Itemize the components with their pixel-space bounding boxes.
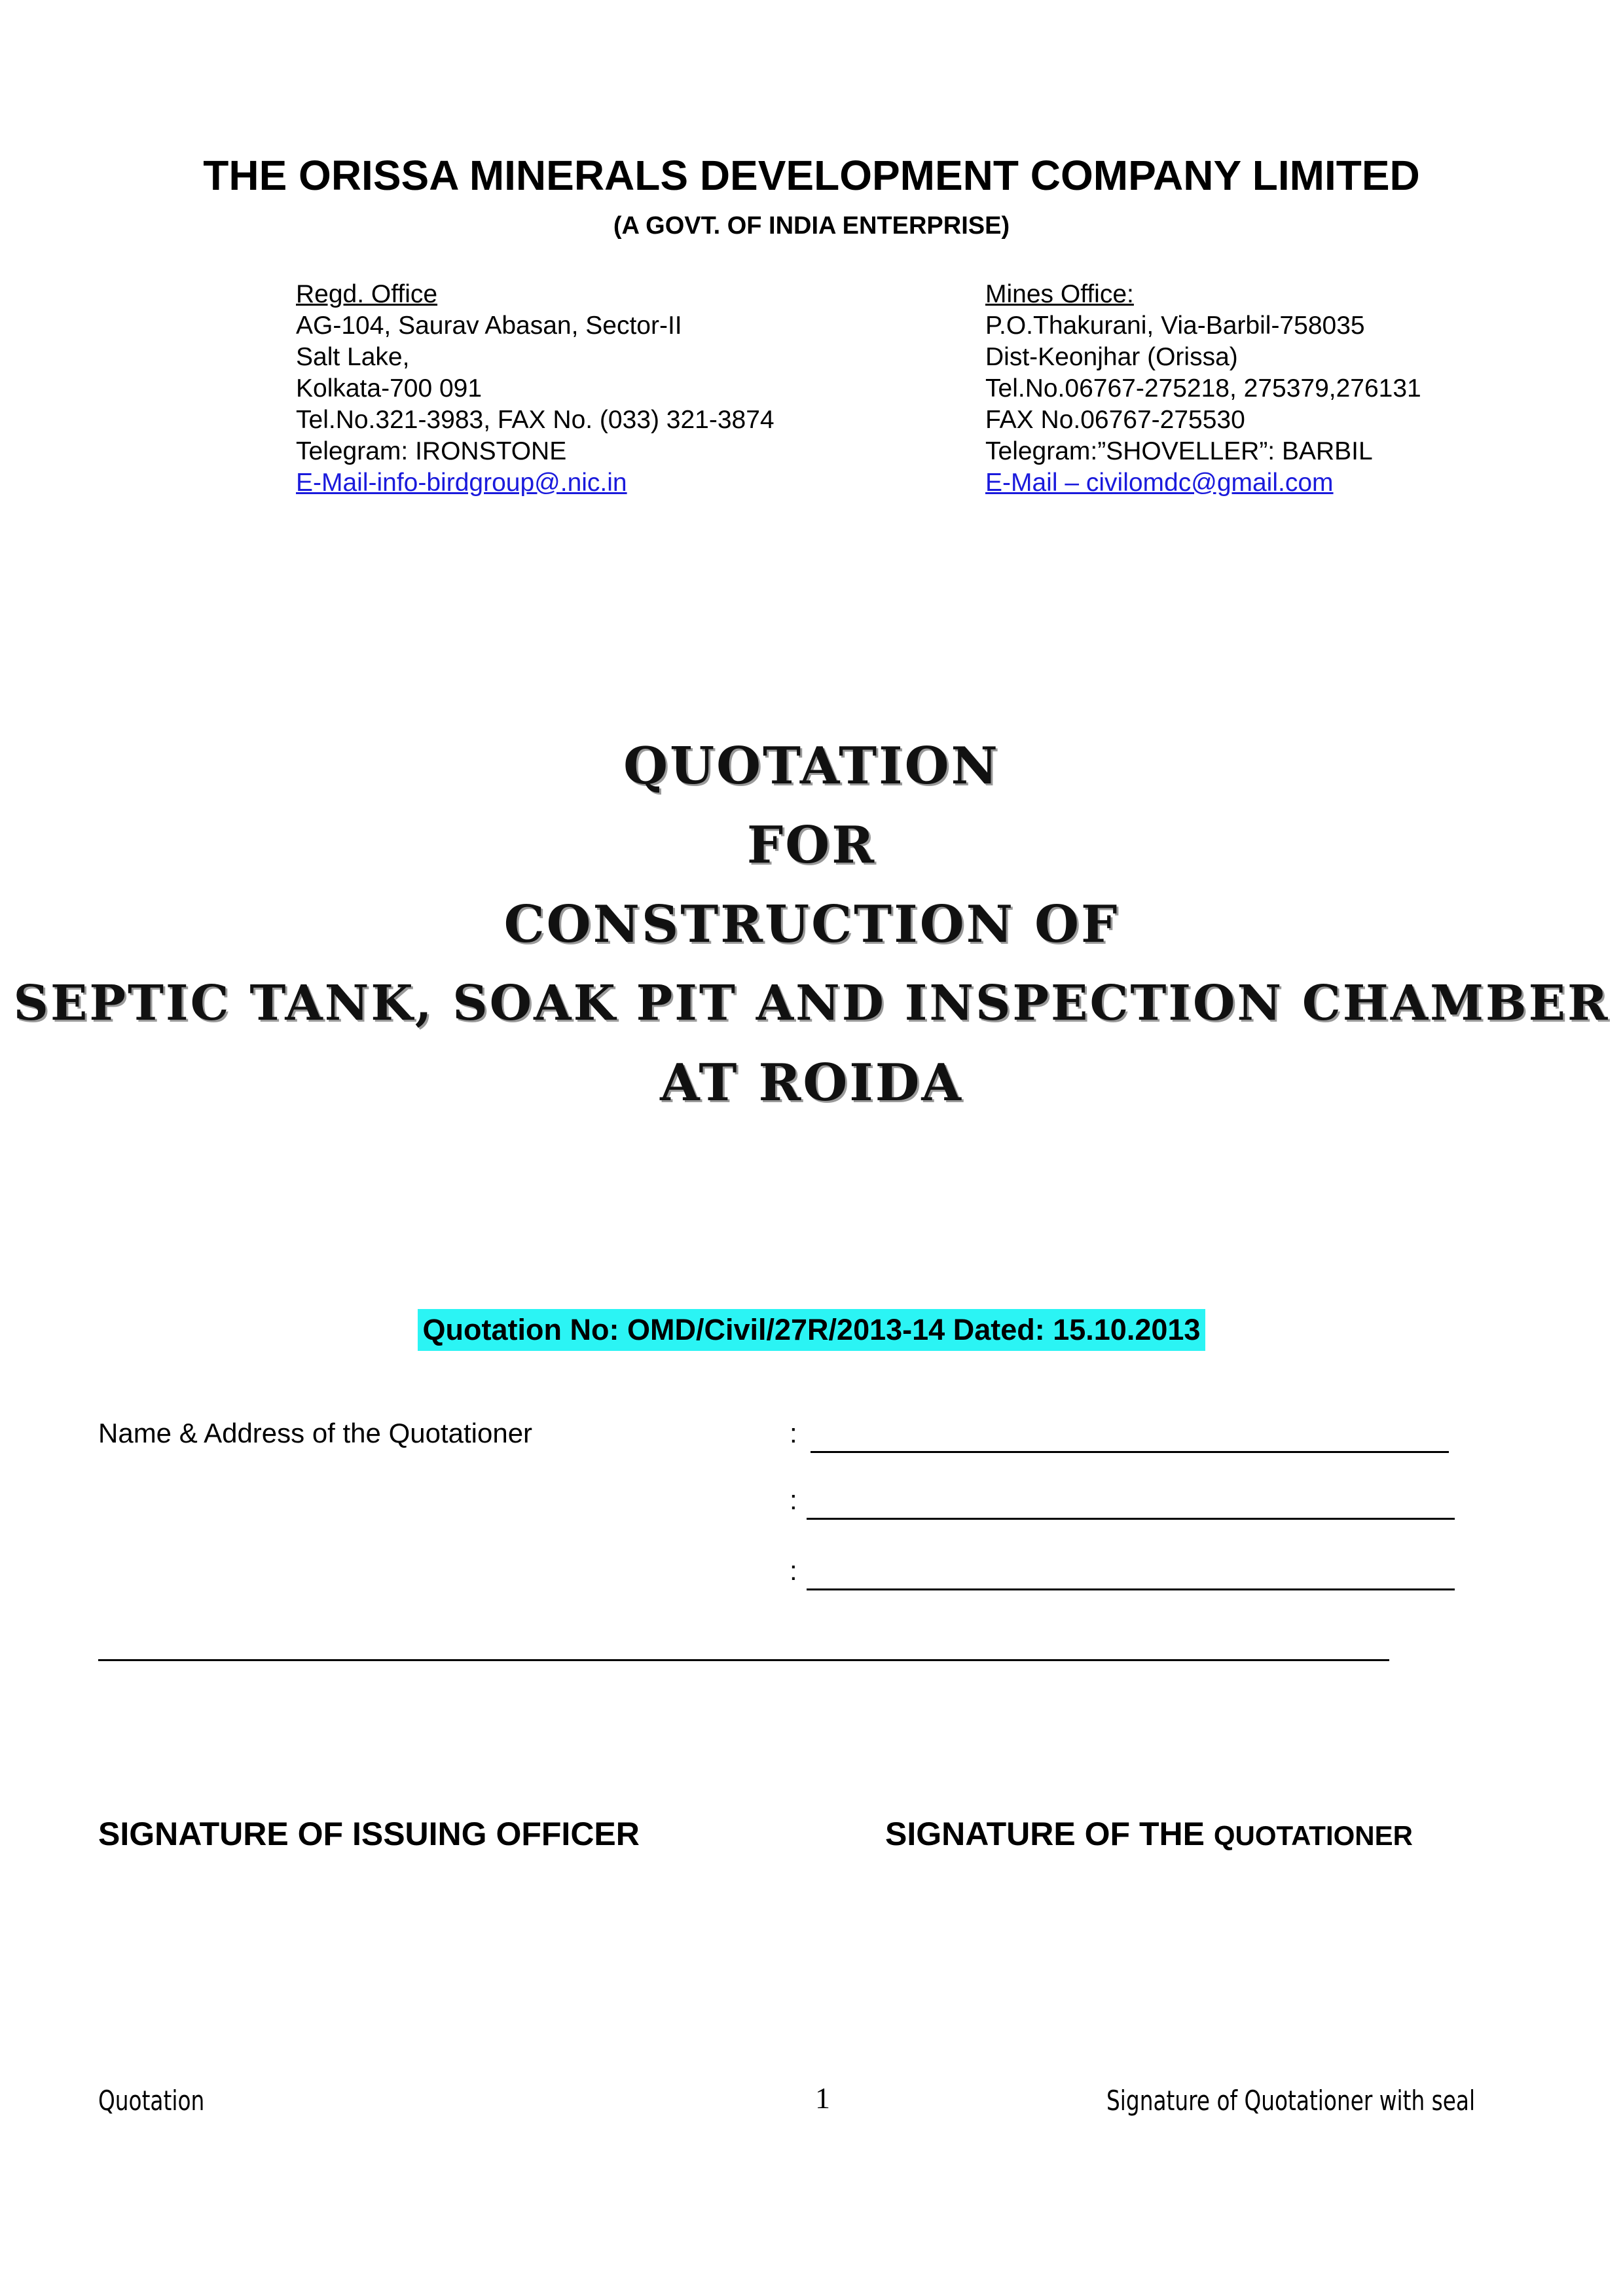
document-title — [0, 726, 1623, 1122]
quotationer-signature-label — [885, 1813, 1413, 1857]
quotationer-address-label: Name & Address of the Quotationer — [98, 1418, 533, 1448]
title-line: AT ROIDA — [660, 1053, 963, 1113]
regd-office-line: AG-104, Saurav Abasan, Sector-II — [296, 312, 682, 340]
mines-office-line: Tel.No.06767-275218, 275379,276131 — [985, 374, 1421, 403]
address-line-2[interactable] — [790, 1480, 1455, 1520]
title-line: QUOTATION — [623, 736, 1000, 796]
page-number: 1 — [815, 2081, 830, 2115]
quotation-number-row — [0, 1309, 1623, 1351]
field-colon: : — [790, 1555, 797, 1586]
regd-office-line: Kolkata-700 091 — [296, 374, 483, 403]
company-name: THE ORISSA MINERALS DEVELOPMENT COMPANY LIMITED — [203, 152, 1420, 199]
footer-right-text: Signature of Quotationer with seal — [1106, 2085, 1476, 2117]
issuing-officer-signature-label: SIGNATURE OF ISSUING OFFICER — [98, 1816, 640, 1852]
regd-office-block — [296, 279, 775, 499]
regd-office-line: Tel.No.321-3983, FAX No. (033) 321-3874 — [296, 406, 775, 434]
title-line: CONSTRUCTION OF — [503, 895, 1120, 954]
mines-office-line: Telegram:”SHOVELLER”: BARBIL — [985, 437, 1373, 465]
field-colon: : — [790, 1418, 797, 1448]
mines-office-line: Dist-Keonjhar (Orissa) — [985, 343, 1238, 371]
regd-office-line: Telegram: IRONSTONE — [296, 437, 567, 465]
regd-office-email-link[interactable]: E-Mail-info-birdgroup@.nic.in — [296, 469, 627, 497]
quotation-number: Quotation No: OMD/Civil/27R/2013-14 Dated: 15.10.2013 — [418, 1309, 1206, 1351]
signature-prefix: SIGNATURE OF THE — [885, 1816, 1205, 1852]
blank-line — [811, 1422, 1449, 1453]
mines-office-line: FAX No.06767-275530 — [985, 406, 1245, 434]
title-line: FOR — [746, 816, 877, 875]
separator-line — [98, 1659, 1389, 1661]
regd-office-line: Salt Lake, — [296, 343, 410, 371]
title-line: SEPTIC TANK, SOAK PIT AND INSPECTION CHAMBER — [13, 975, 1610, 1031]
signature-suffix: QUOTATIONER — [1213, 1820, 1413, 1851]
mines-office-email-link[interactable]: E-Mail – civilomdc@gmail.com — [985, 469, 1334, 497]
blank-line — [807, 1560, 1455, 1590]
mines-office-line: P.O.Thakurani, Via-Barbil-758035 — [985, 312, 1365, 340]
field-colon: : — [790, 1484, 797, 1515]
blank-line — [807, 1489, 1455, 1520]
mines-office-heading: Mines Office: — [985, 280, 1134, 308]
mines-office-block — [985, 279, 1421, 499]
address-line-3[interactable] — [790, 1551, 1455, 1590]
footer-left-text: Quotation — [98, 2085, 205, 2117]
company-subtitle: (A GOVT. OF INDIA ENTERPRISE) — [613, 212, 1010, 240]
address-line-1[interactable] — [790, 1414, 1449, 1453]
regd-office-heading: Regd. Office — [296, 280, 438, 308]
